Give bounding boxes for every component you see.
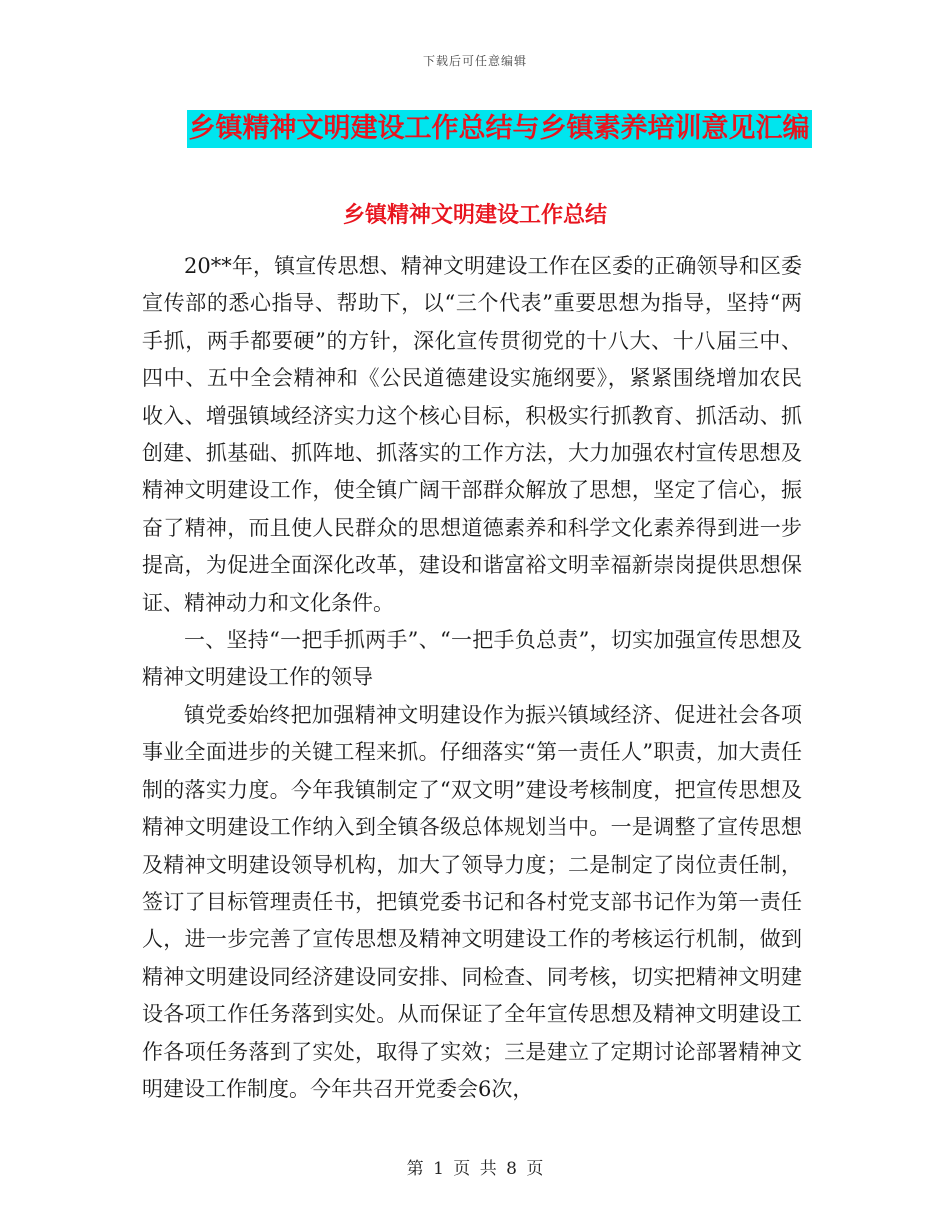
paragraph-heading-one: 一、坚持“一把手抓两手”、“一把手负总责”，切实加强宣传思想及精神文明建设工作的领导 [142,628,802,690]
header-note: 下载后可任意编辑 [422,54,527,68]
main-title: 乡镇精神文明建设工作总结与乡镇素养培训意见汇编 [187,110,812,148]
paragraph-intro: 20**年，镇宣传思想、精神文明建设工作在区委的正确领导和区委宣传部的悉心指导、帮助下，以“三个代表”重要思想为指导，坚持“两手抓，两手都要硬”的方针，深化宣传贯彻党的十八大、十八届三中、四中、五中全会精神和《公民道德建设实施纲要》，紧紧围绕增加农民收入、增强镇域经济实力这个核心目标，积极实行抓教育、抓活动、抓创建、抓基础、抓阵地、抓落实的工作方法，大力加强农村宣传思想及精神文明建设工作，使全镇广阔干部群众解放了思想，坚定了信心，振奋了精神，而且使人民群众的思想道德素养和科学文化素养得到进一步提高，为促进全面深化改革，建设和谐富裕文明幸福新崇岗提供思想保证、精神动力和文化条件。 [142,254,802,615]
page-footer: 第 1 页 共 8 页 [406,1159,544,1179]
body-text [142,248,802,1108]
paragraph-leadership: 镇党委始终把加强精神文明建设作为振兴镇域经济、促进社会各项事业全面进步的关键工程来抓。仔细落实“第一责任人”职责，加大责任制的落实力度。今年我镇制定了“双文明”建设考核制度，把宣传思想及精神文明建设工作纳入到全镇各级总体规划当中。一是调整了宣传思想及精神文明建设领导机构，加大了领导力度；二是制定了岗位责任制，签订了目标管理责任书，把镇党委书记和各村党支部书记作为第一责任人，进一步完善了宣传思想及精神文明建设工作的考核运行机制，做到精神文明建设同经济建设同安排、同检查、同考核，切实把精神文明建设各项工作任务落到实处。从而保证了全年宣传思想及精神文明建设工作各项任务落到了实处，取得了实效；三是建立了定期讨论部署精神文明建设工作制度。今年共召开党委会6次， [142,702,802,1101]
section-title: 乡镇精神文明建设工作总结 [342,203,607,228]
main-title-container [0,110,950,148]
